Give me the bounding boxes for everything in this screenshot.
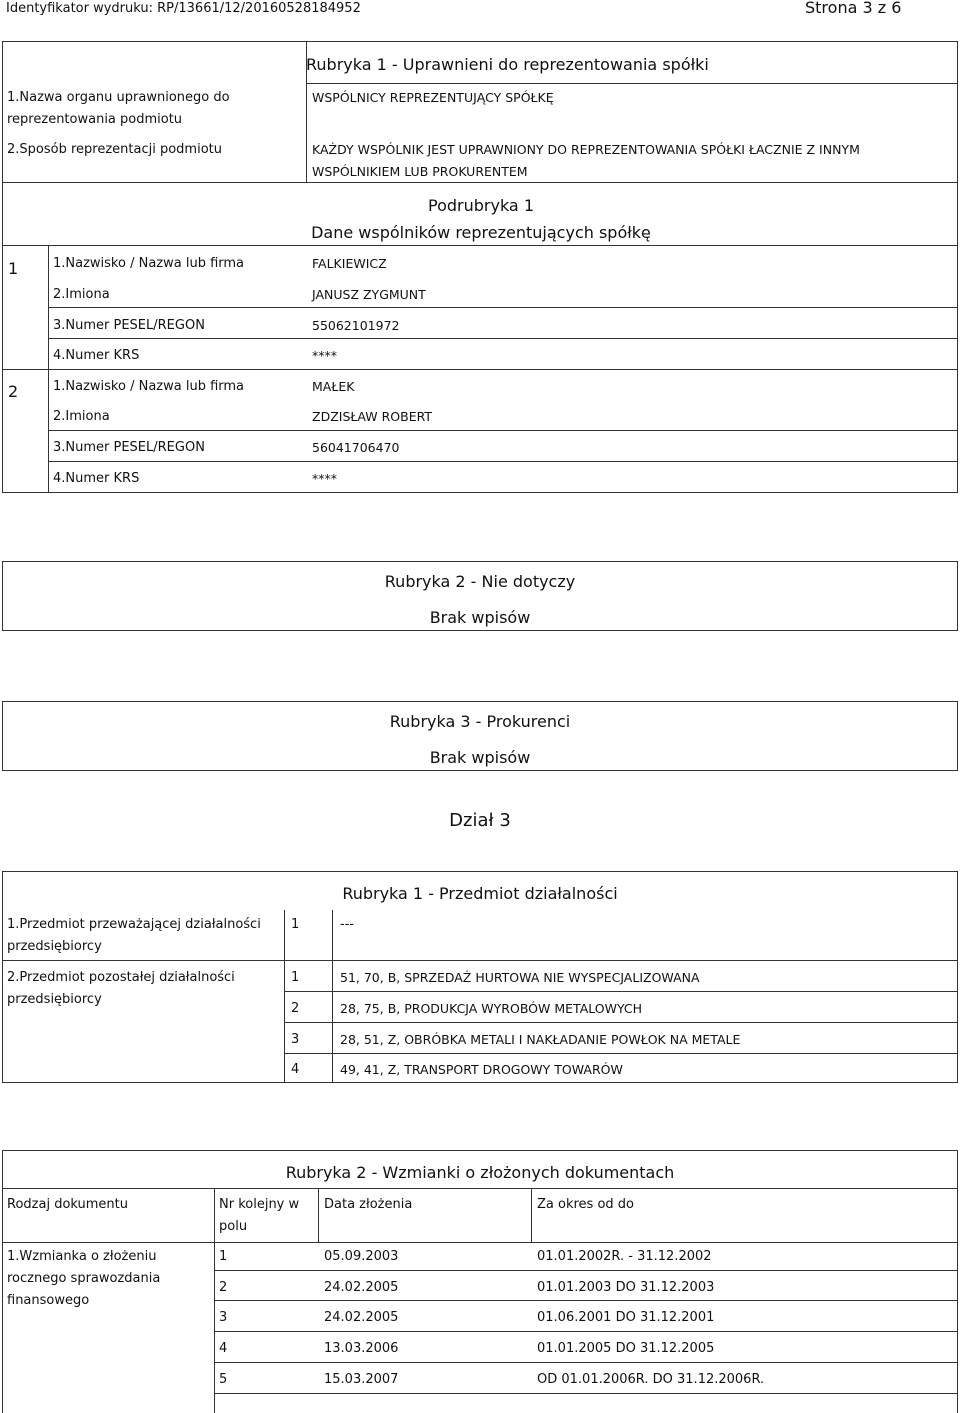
person1-label-nazwisko: 1.Nazwisko / Nazwa lub firma [53,256,245,271]
person2-label-imiona: 2.Imiona [53,409,110,424]
wzmianka-period: OD 01.01.2006R. DO 31.12.2006R. [537,1372,765,1387]
wzmianka-period: 01.01.2002R. - 31.12.2002 [537,1249,712,1264]
person1-nazwisko: FALKIEWICZ [312,256,387,271]
organ-value: WSPÓLNICY REPREZENTUJĄCY SPÓŁKĘ [312,90,554,105]
person1-imiona: JANUSZ ZYGMUNT [312,287,426,302]
person1-pesel: 55062101972 [312,318,400,333]
przewazajacy-item-text: --- [340,917,355,932]
person2-label-krs: 4.Numer KRS [53,471,140,486]
pozostaly-item-no: 2 [291,1001,300,1016]
sposob-label: 2.Sposób reprezentacji podmiotu [7,142,222,157]
pozostaly-item-no: 3 [291,1032,300,1047]
wzmianki-title: Rubryka 2 - Wzmianki o złożonych dokumentach [285,1163,675,1182]
person2-krs: **** [312,471,337,486]
podrubryka-title: Dane wspólników reprezentujących spółkę [311,223,651,242]
przedmiot-title: Rubryka 1 - Przedmiot działalności [342,884,618,903]
wzmianka-period: 01.01.2003 DO 31.12.2003 [537,1280,715,1295]
wzmianka-period: 01.06.2001 DO 31.12.2001 [537,1310,715,1325]
person2-label-pesel: 3.Numer PESEL/REGON [53,440,205,455]
przedmiot-pozostaly-label: 2.Przedmiot pozostałej działalności przedsiębiorcy [7,970,235,1007]
podrubryka-number: Podrubryka 1 [428,196,534,215]
person2-nazwisko: MAŁEK [312,379,355,394]
person1-krs: **** [312,348,337,363]
pozostaly-item-text: 28, 51, Z, OBRÓBKA METALI I NAKŁADANIE POWŁOK NA METALE [340,1032,741,1047]
pozostaly-item-text: 49, 41, Z, TRANSPORT DROGOWY TOWARÓW [340,1062,623,1077]
col-header-nr: Nr kolejny w polu [219,1197,300,1234]
pozostaly-item-no: 1 [291,970,300,985]
person2-pesel: 56041706470 [312,440,400,455]
wzmianka-date: 05.09.2003 [324,1249,399,1264]
wzmianka-date: 24.02.2005 [324,1280,399,1295]
wzmianka-no: 1 [219,1249,228,1264]
rubryka2-title: Rubryka 2 - Nie dotyczy [384,572,576,591]
col-header-data: Data złożenia [324,1197,413,1212]
przewazajacy-item-no: 1 [291,917,300,932]
wzmianka-date: 24.02.2005 [324,1310,399,1325]
wzmianka-date: 15.03.2007 [324,1372,399,1387]
wzmianka-period: 01.01.2005 DO 31.12.2005 [537,1341,715,1356]
person2-imiona: ZDZISŁAW ROBERT [312,409,433,424]
przedmiot-przewazajacy-label: 1.Przedmiot przeważającej działalności przedsiębiorcy [7,917,261,954]
col-header-okres: Za okres od do [537,1197,634,1212]
organ-label: 1.Nazwa organu uprawnionego do reprezentowania podmiotu [7,90,230,127]
pozostaly-item-text: 28, 75, B, PRODUKCJA WYROBÓW METALOWYCH [340,1001,643,1016]
wzmianka-no: 4 [219,1341,228,1356]
page-number: Strona 3 z 6 [805,0,902,17]
print-identifier: Identyfikator wydruku: RP/13661/12/20160528184952 [6,1,361,16]
person1-label-imiona: 2.Imiona [53,287,110,302]
col-header-rodzaj: Rodzaj dokumentu [7,1197,128,1212]
rubryka-uprawnieni-title: Rubryka 1 - Uprawnieni do reprezentowania spółki [306,55,709,74]
wzmianka-date: 13.03.2006 [324,1341,399,1356]
person1-label-pesel: 3.Numer PESEL/REGON [53,318,205,333]
person-number-2: 2 [8,382,19,401]
wzmianka-no: 3 [219,1310,228,1325]
person-number-1: 1 [8,259,19,278]
pozostaly-item-text: 51, 70, B, SPRZEDAŻ HURTOWA NIE WYSPECJALIZOWANA [340,970,700,985]
wzmianka-no: 5 [219,1372,228,1387]
rubryka2-empty: Brak wpisów [429,608,531,627]
pozostaly-item-no: 4 [291,1062,300,1077]
rubryka3-empty: Brak wpisów [429,748,531,767]
wzmianka-no: 2 [219,1280,228,1295]
doc-type: 1.Wzmianka o złożeniu rocznego sprawozdania finansowego [7,1249,161,1308]
person1-label-krs: 4.Numer KRS [53,348,140,363]
person2-label-nazwisko: 1.Nazwisko / Nazwa lub firma [53,379,245,394]
rubryka3-title: Rubryka 3 - Prokurenci [389,712,571,731]
sposob-value: KAŻDY WSPÓLNIK JEST UPRAWNIONY DO REPREZENTOWANIA SPÓŁKI ŁACZNIE Z INNYM WSPÓLNIKIEM LUB PROKURENTEM [312,142,860,179]
dzial3-title: Dział 3 [449,810,511,831]
